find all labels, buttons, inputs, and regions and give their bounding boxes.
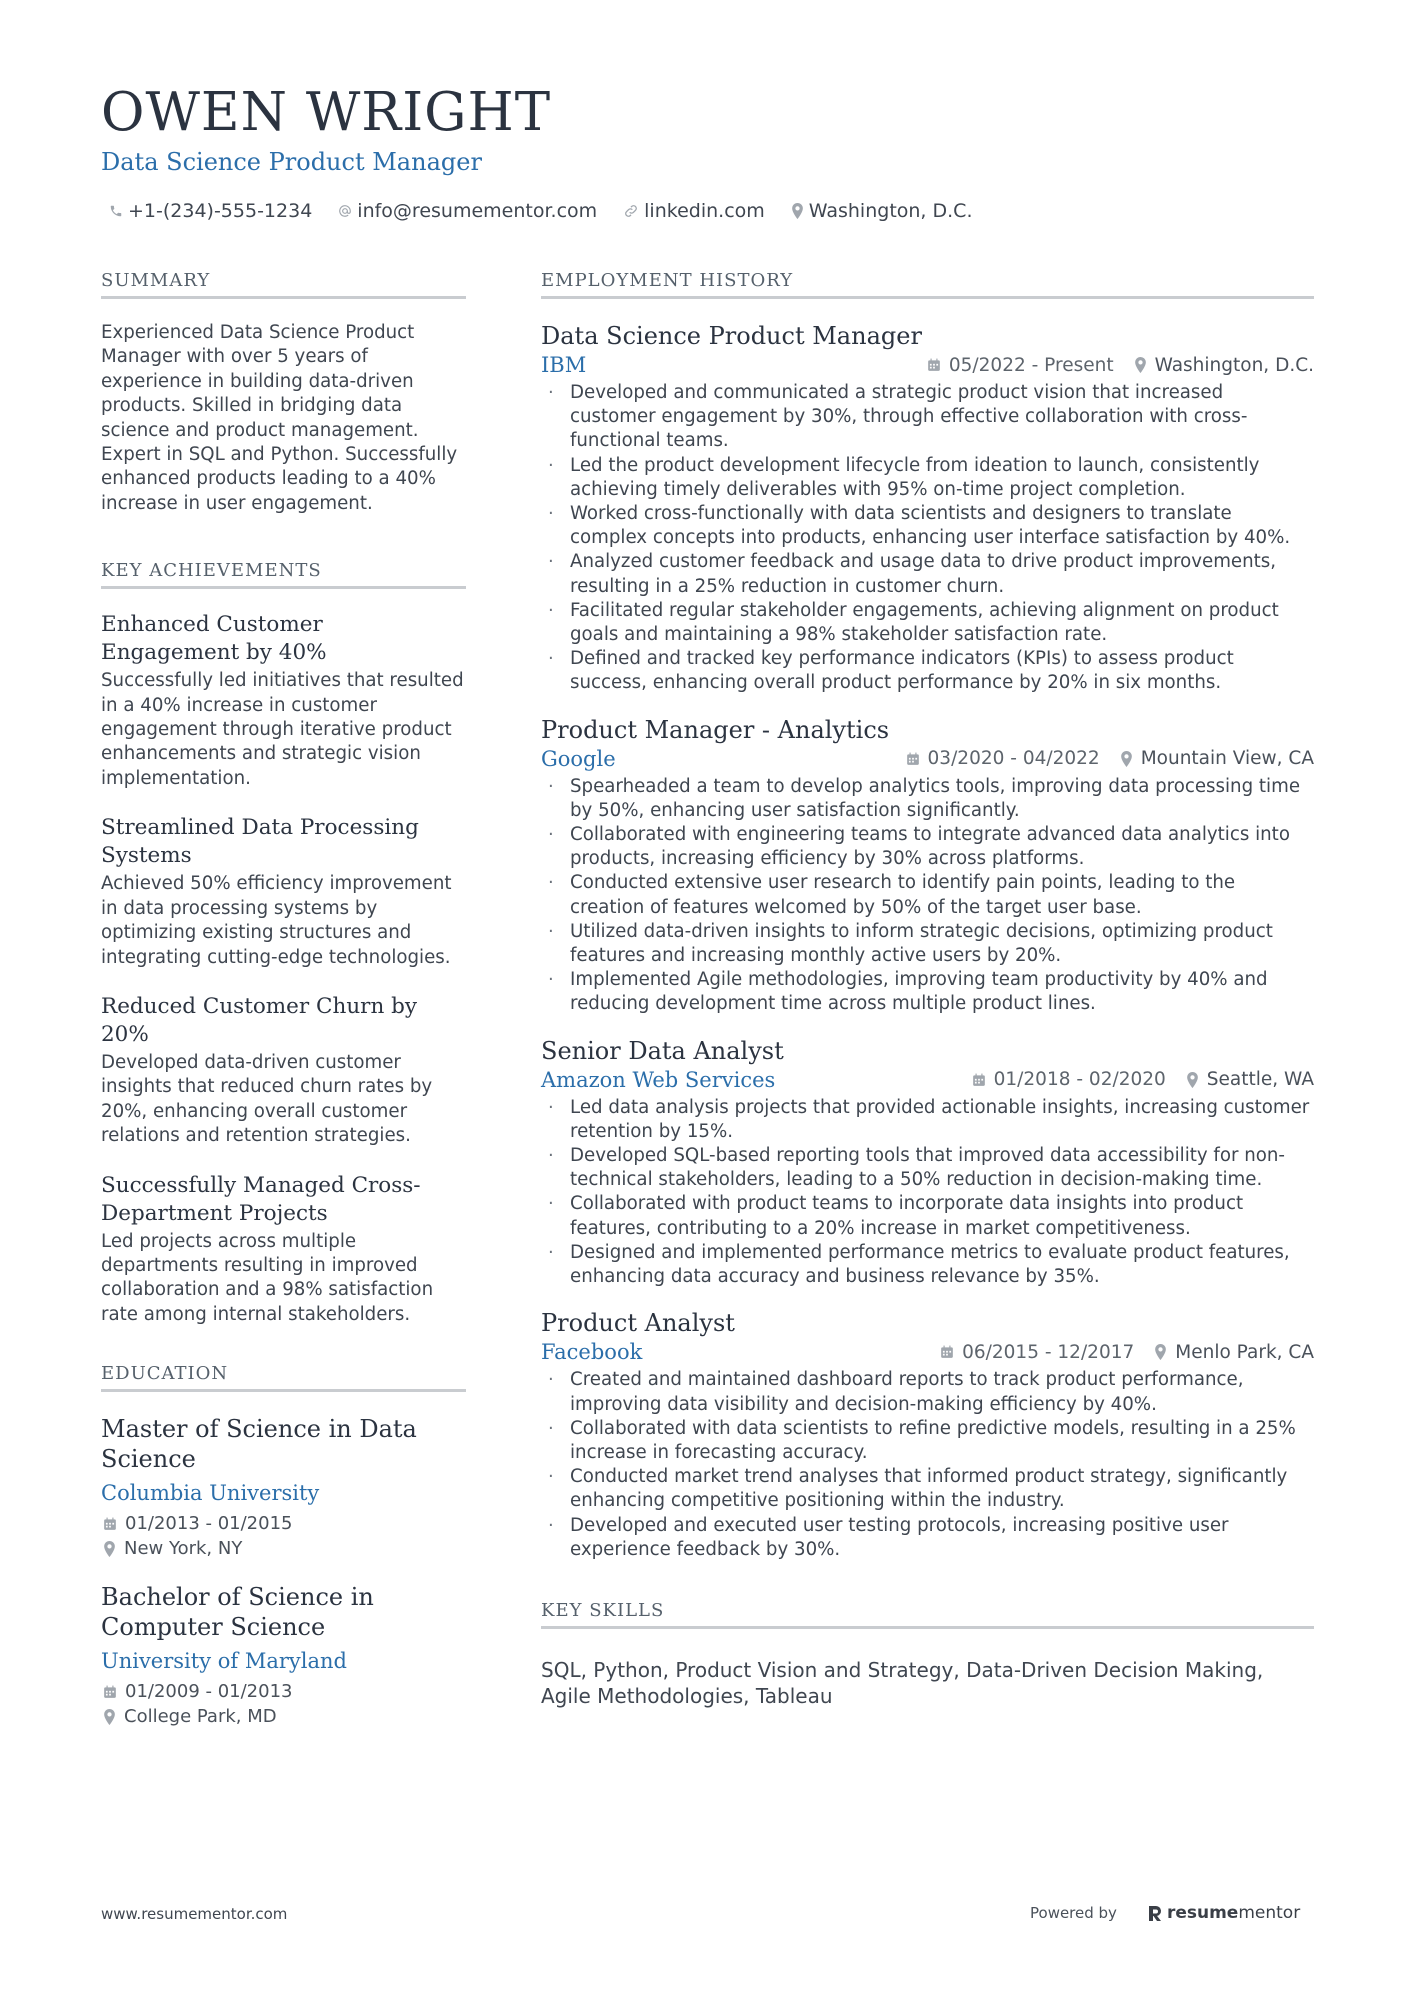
footer-url[interactable]: www.resumementor.com <box>101 1905 288 1923</box>
map-pin-icon <box>791 203 804 219</box>
education-section <box>101 1363 466 1729</box>
skills-section <box>541 1600 1314 1709</box>
map-pin-icon <box>103 1541 116 1557</box>
powered-by <box>1030 1903 1300 1923</box>
job-meta <box>972 1069 1314 1090</box>
job-bullet: · Developed and executed user testing protocols, increasing positive user experience feedback by 30%. <box>541 1514 1314 1562</box>
job-bullet-list <box>541 775 1314 1017</box>
job-location: Mountain View, CA <box>1140 748 1314 770</box>
location-text: Washington, D.C. <box>808 200 973 222</box>
education-item <box>101 1414 466 1561</box>
map-pin-icon <box>1134 357 1147 373</box>
email-text[interactable]: info@resumementor.com <box>357 200 598 222</box>
job-meta <box>927 355 1314 376</box>
brand-accent: mentor <box>1238 1903 1301 1923</box>
job-dates: 06/2015 - 12/2017 <box>962 1341 1135 1363</box>
job-company: Facebook <box>541 1340 643 1365</box>
map-pin-icon <box>1120 751 1133 767</box>
job-bullet: · Utilized data-driven insights to inform strategic decisions, optimizing product features and increasing monthly active users by 20%. <box>541 920 1314 968</box>
linkedin-text[interactable]: linkedin.com <box>644 200 765 222</box>
job-meta <box>940 1342 1314 1363</box>
job-bullet: · Developed and communicated a strategic product vision that increased customer engagement by 30%, through effective collaboration with cross-functional teams. <box>541 381 1314 454</box>
job-entry <box>541 321 1314 696</box>
education-item <box>101 1582 466 1729</box>
education-dates-text: 01/2009 - 01/2013 <box>125 1681 293 1703</box>
education-location <box>101 1536 466 1561</box>
right-column <box>541 270 1314 1709</box>
achievement-text: Led projects across multiple departments resulting in improved collaboration and a 98% satisfaction rate among internal stakeholders. <box>101 1230 434 1325</box>
achievements-section <box>101 560 466 1327</box>
job-bullet: · Worked cross-functionally with data scientists and designers to translate complex concepts into products, enhancing user interface satisfaction by 40%. <box>541 502 1314 550</box>
map-pin-icon <box>1186 1072 1199 1088</box>
calendar-icon <box>940 1345 954 1359</box>
job-title: Senior Data Analyst <box>541 1036 784 1065</box>
achievement-title: Enhanced Customer Engagement by 40% <box>101 612 327 666</box>
job-dates: 01/2018 - 02/2020 <box>993 1069 1166 1091</box>
job-meta-row <box>541 1340 1314 1364</box>
job-bullet: · Created and maintained dashboard reports to track product performance, improving data visibility and decision-making efficiency by 40%. <box>541 1368 1314 1416</box>
achievement-title: Reduced Customer Churn by 20% <box>101 993 418 1047</box>
education-location-text: New York, NY <box>124 1538 243 1560</box>
education-location <box>101 1704 466 1729</box>
job-bullet-list <box>541 381 1314 696</box>
job-title: Data Science Product Manager <box>541 322 922 350</box>
achievement-text: Successfully led initiatives that resulted in a 40% increase in customer engagement through iterative product enhancements and strategic vision implementation. <box>101 670 464 789</box>
calendar-icon <box>972 1073 986 1087</box>
achievements-heading: KEY ACHIEVEMENTS <box>101 560 466 589</box>
summary-heading: SUMMARY <box>101 270 466 299</box>
calendar-icon <box>103 1685 117 1699</box>
skills-text: SQL, Python, Product Vision and Strategy, Data-Driven Decision Making, Agile Methodologies, Tableau <box>541 1657 1264 1708</box>
contact-location <box>791 200 973 222</box>
job-title: Product Manager - Analytics <box>541 715 890 744</box>
job-bullet-list <box>541 1368 1314 1562</box>
job-bullet: · Led data analysis projects that provided actionable insights, increasing customer retention by 15%. <box>541 1096 1314 1144</box>
contact-phone <box>109 200 312 222</box>
education-degree: Bachelor of Science in Computer Science <box>101 1583 374 1642</box>
education-degree: Master of Science in Data Science <box>101 1415 417 1474</box>
phone-text: +1-(234)-555-1234 <box>128 200 313 222</box>
summary-section <box>101 270 466 516</box>
education-school: University of Maryland <box>101 1649 347 1674</box>
powered-by-label: Powered by <box>1030 1904 1117 1922</box>
candidate-title: Data Science Product Manager <box>101 148 482 176</box>
brand-logo[interactable] <box>1147 1903 1300 1923</box>
contact-email[interactable] <box>338 200 597 222</box>
achievement-text: Developed data-driven customer insights that reduced churn rates by 20%, enhancing overall customer relations and retention strategies. <box>101 1051 433 1147</box>
job-meta-row <box>541 1068 1314 1092</box>
job-title: Product Analyst <box>541 1309 735 1338</box>
link-icon <box>623 203 639 219</box>
candidate-name: OWEN WRIGHT <box>101 82 552 143</box>
employment-heading: EMPLOYMENT HISTORY <box>541 270 1314 299</box>
education-location-text: College Park, MD <box>124 1706 277 1728</box>
achievement-text: Achieved 50% efficiency improvement in data processing systems by optimizing existing structures and integrating cutting-edge technologies. <box>101 873 452 968</box>
brand-main: resume <box>1166 1903 1239 1923</box>
at-icon <box>338 204 352 218</box>
job-bullet: · Collaborated with engineering teams to integrate advanced data analytics into products, increasing efficiency by 30% across platforms. <box>541 823 1314 871</box>
job-meta-row <box>541 353 1314 377</box>
job-bullet: · Analyzed customer feedback and usage data to drive product improvements, resulting in a 25% reduction in customer churn. <box>541 550 1314 598</box>
education-dates-text: 01/2013 - 01/2015 <box>125 1513 293 1535</box>
education-dates <box>101 1679 466 1704</box>
job-entry <box>541 715 1314 1017</box>
job-company: Google <box>541 746 616 771</box>
job-company: Amazon Web Services <box>541 1067 776 1092</box>
left-column <box>101 270 466 1750</box>
job-location: Menlo Park, CA <box>1175 1341 1314 1363</box>
job-bullet: · Conducted market trend analyses that informed product strategy, significantly enhancing competitive positioning within the industry. <box>541 1465 1314 1513</box>
contact-bar <box>109 200 999 222</box>
job-bullet-list <box>541 1096 1314 1290</box>
job-location: Washington, D.C. <box>1154 354 1314 376</box>
resumementor-logo-icon <box>1147 1904 1163 1922</box>
phone-icon <box>109 204 123 218</box>
achievement-title: Streamlined Data Processing Systems <box>101 815 419 869</box>
job-entry <box>541 1036 1314 1290</box>
calendar-icon <box>906 752 920 766</box>
job-bullet: · Led the product development lifecycle from ideation to launch, consistently achieving timely deliverables with 95% on-time project completion. <box>541 454 1314 502</box>
job-dates: 03/2020 - 04/2022 <box>927 748 1100 770</box>
job-bullet: · Spearheaded a team to develop analytics tools, improving data processing time by 50%, enhancing user satisfaction significantly. <box>541 775 1314 823</box>
job-bullet: · Conducted extensive user research to identify pain points, leading to the creation of features welcomed by 50% of the target user base. <box>541 871 1314 919</box>
job-bullet: · Collaborated with product teams to incorporate data insights into product features, contributing to a 20% increase in market competitiveness. <box>541 1192 1314 1240</box>
contact-linkedin[interactable] <box>623 200 765 222</box>
map-pin-icon <box>103 1709 116 1725</box>
education-heading: EDUCATION <box>101 1363 466 1392</box>
job-bullet: · Implemented Agile methodologies, improving team productivity by 40% and reducing development time across multiple product lines. <box>541 968 1314 1016</box>
job-dates: 05/2022 - Present <box>948 354 1114 376</box>
map-pin-icon <box>1154 1344 1167 1360</box>
job-meta-row <box>541 747 1314 771</box>
job-list <box>541 321 1314 1562</box>
achievement-title: Successfully Managed Cross-Department Projects <box>101 1172 421 1226</box>
job-entry <box>541 1308 1314 1562</box>
job-bullet: · Defined and tracked key performance indicators (KPIs) to assess product success, enhancing overall product performance by 20% in six months. <box>541 647 1314 695</box>
education-school: Columbia University <box>101 1481 320 1506</box>
achievement-item <box>101 611 466 791</box>
job-bullet: · Collaborated with data scientists to refine predictive models, resulting in a 25% increase in forecasting accuracy. <box>541 1417 1314 1465</box>
summary-text: Experienced Data Science Product Manager with over 5 years of experience in building data-driven products. Skilled in bridging data science and product management. Expert in SQL and Python. Successfully enhanced products leading to a 40% increase in user engagement. <box>101 322 458 514</box>
achievement-item <box>101 993 466 1149</box>
skills-heading: KEY SKILLS <box>541 1600 1314 1629</box>
job-location: Seattle, WA <box>1206 1069 1314 1091</box>
employment-section <box>541 270 1314 1562</box>
calendar-icon <box>927 358 941 372</box>
calendar-icon <box>103 1517 117 1531</box>
job-meta <box>906 748 1314 769</box>
job-company: IBM <box>541 353 587 377</box>
education-dates <box>101 1511 466 1536</box>
job-bullet: · Designed and implemented performance metrics to evaluate product features, enhancing data accuracy and business relevance by 35%. <box>541 1241 1314 1289</box>
job-bullet: · Facilitated regular stakeholder engagements, achieving alignment on product goals and maintaining a 98% stakeholder satisfaction rate. <box>541 599 1314 647</box>
achievement-item <box>101 814 466 970</box>
job-bullet: · Developed SQL-based reporting tools that improved data accessibility for non-technical stakeholders, leading to a 50% reduction in decision-making time. <box>541 1144 1314 1192</box>
achievement-item <box>101 1172 466 1328</box>
